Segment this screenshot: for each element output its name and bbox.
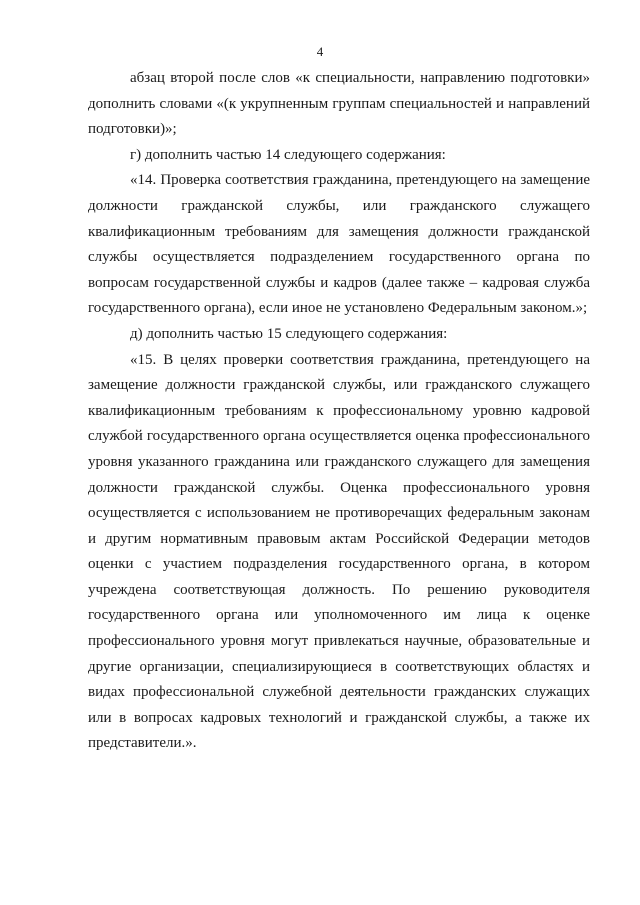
document-body — [88, 66, 590, 757]
page-number: 4 — [316, 44, 324, 59]
paragraph-item-g: г) дополнить частью 14 следующего содержания: — [130, 146, 446, 163]
paragraph-part-15: «15. В целях проверки соответствия гражданина, претендующего на замещение должности гражданской службы, или гражданского служащего квалификационным требованиям к профессиональному уровню кадровой службой государственного органа осуществляется оценка профессионального уровня указанного гражданина или гражданского служащего для замещения должности гражданской службы. Оценка профессионального уровня осуществляется с использованием не противоречащих федеральным законам и другим нормативным правовым актам Российской Федерации методов оценки с участием подразделения государственного органа, в котором учреждена соответствующая должность. По решению руководителя государственного органа или уполномоченного им лица к оценке профессионального уровня могут привлекаться научные, образовательные и другие организации, специализирующиеся в соответствующих областях и видах профессиональной служебной деятельности гражданских служащих или в вопросах кадровых технологий и гражданской службы, а также их представители.». — [88, 351, 590, 752]
paragraph-amendment-second: абзац второй после слов «к специальности, направлению подготовки» дополнить словами «(к укрупненным группам специальностей и направлений подготовки)»; — [88, 70, 590, 138]
paragraph-part-14: «14. Проверка соответствия гражданина, претендующего на замещение должности гражданской службы, или гражданского служащего квалификационным требованиям для замещения должности гражданской службы осуществляется подразделением государственного органа по вопросам государственной службы и кадров (далее также – кадровая служба государственного органа), если иное не установлено Федеральным законом.»; — [88, 172, 590, 317]
paragraph-item-d: д) дополнить частью 15 следующего содержания: — [130, 325, 448, 342]
